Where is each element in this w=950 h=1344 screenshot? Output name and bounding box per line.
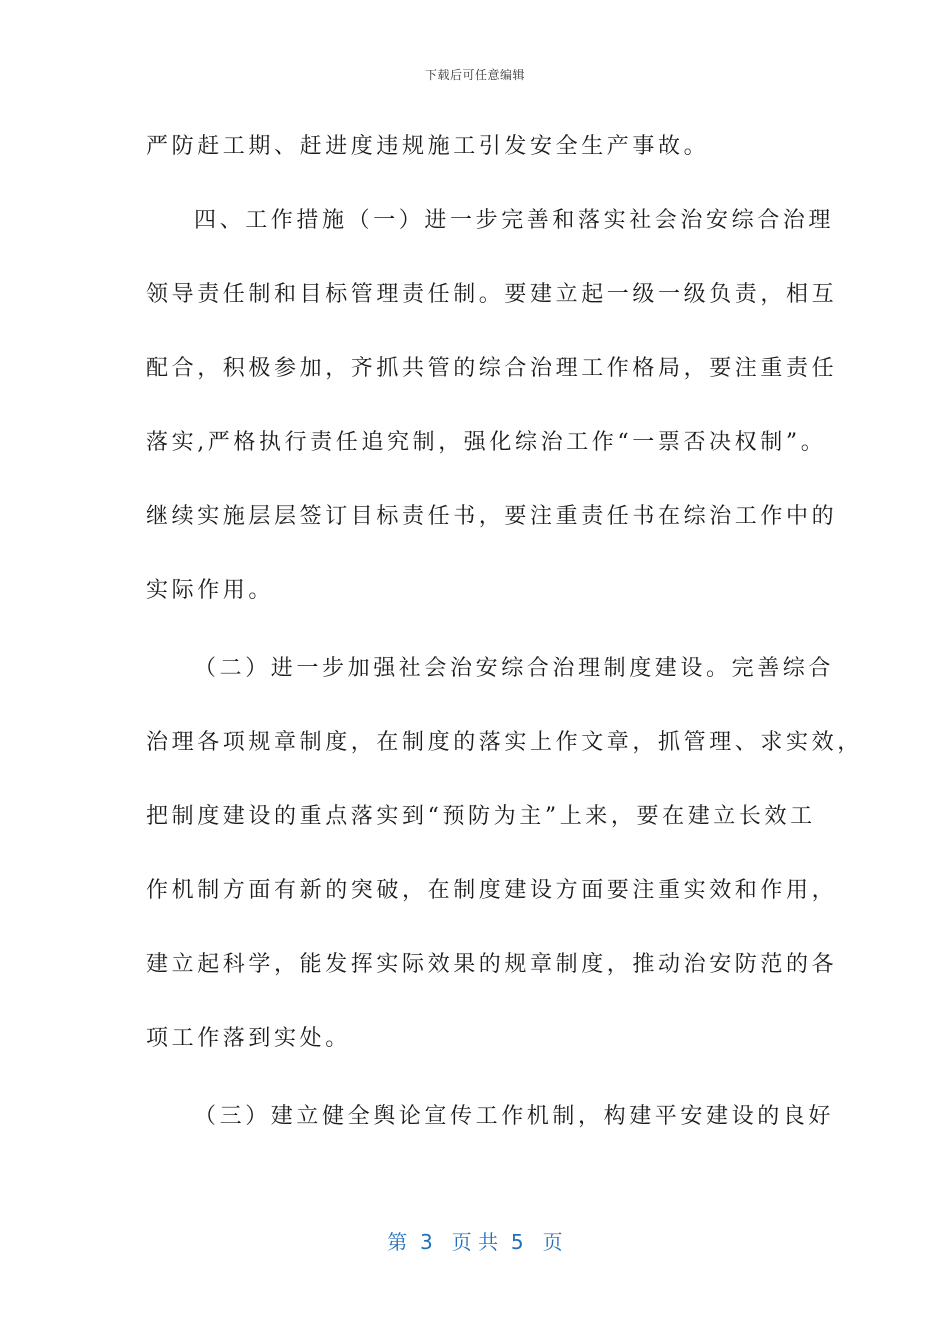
text-line: 把制度建设的重点落实到“预防为主”上来，要在建立长效工 <box>146 804 816 829</box>
page-header: 下载后可任意编辑 <box>424 68 525 82</box>
text-line: （二）进一步加强社会治安综合治理制度建设。完善综合 <box>194 656 835 681</box>
text-line: 严防赶工期、赶进度违规施工引发安全生产事故。 <box>146 134 710 159</box>
text-line: 建立起科学，能发挥实际效果的规章制度，推动治安防范的各 <box>146 952 838 977</box>
text-line: 领导责任制和目标管理责任制。要建立起一级一级负责，相互 <box>146 282 838 307</box>
text-line: 四、工作措施（一）进一步完善和落实社会治安综合治理 <box>194 208 835 233</box>
page-number-footer: 第 3 页 共 5 页 <box>387 1230 563 1254</box>
text-line: 配合，积极参加，齐抓共管的综合治理工作格局，要注重责任 <box>146 356 838 381</box>
text-line: 治理各项规章制度，在制度的落实上作文章，抓管理、求实效， <box>146 730 863 755</box>
text-line: 作机制方面有新的突破，在制度建设方面要注重实效和作用， <box>146 878 838 903</box>
text-line: 继续实施层层签订目标责任书，要注重责任书在综治工作中的 <box>146 504 838 529</box>
text-line: 实际作用。 <box>146 578 275 603</box>
text-line: 项工作落到实处。 <box>146 1026 351 1051</box>
text-line: （三）建立健全舆论宣传工作机制，构建平安建设的良好 <box>194 1104 835 1129</box>
text-line: 落实,严格执行责任追究制，强化综治工作“一票否决权制”。 <box>146 430 827 455</box>
